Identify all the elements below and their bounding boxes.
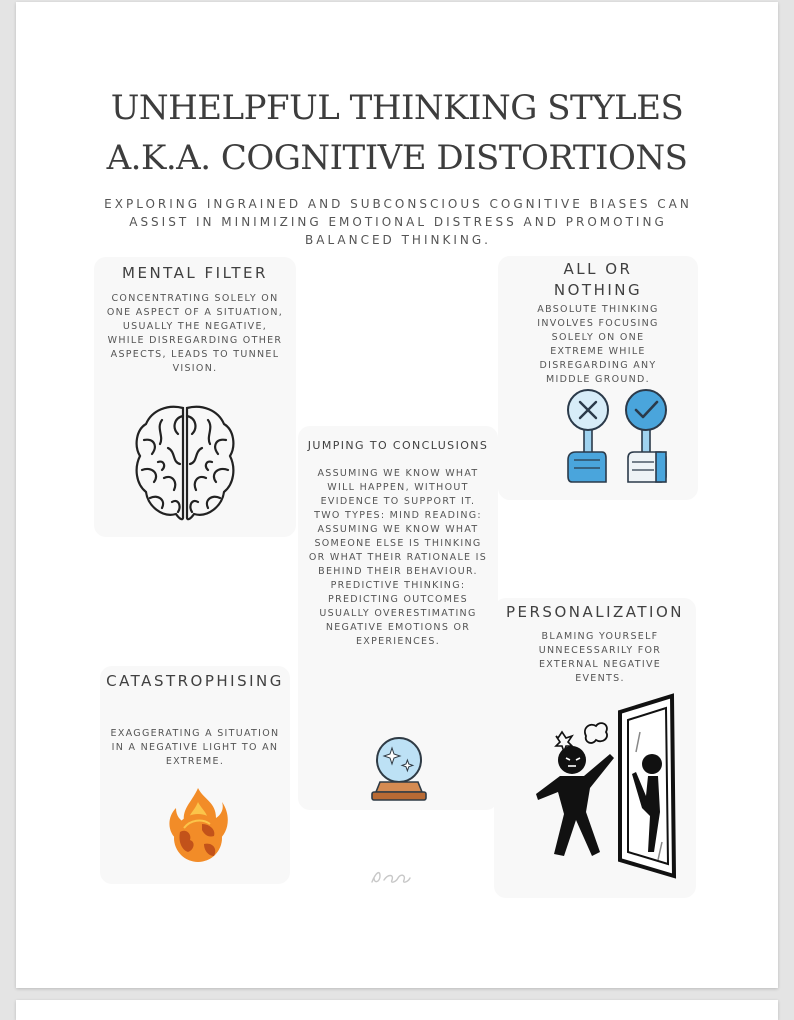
card-heading-mental-filter: MENTAL FILTER — [122, 264, 268, 282]
card-body-all-or-nothing: ABSOLUTE THINKING INVOLVES FOCUSING SOLELY ON ONE EXTREME WHILE DISREGARDING ANY MIDDLE GROUND. — [537, 304, 659, 385]
card-body-jumping-to-conclusions: ASSUMING WE KNOW WHAT WILL HAPPEN, WITHOUT EVIDENCE TO SUPPORT IT. TWO TYPES: MIND READING: ASSUMING WE KNOW WHAT SOMEONE ELSE IS THINKING OR WHAT THEIR RATIONALE IS BEHIND THEIR BEHAVIOUR. PREDICTIVE THINKING: PREDICTING OUTCOMES USUALLY OVERESTIMATING NEGATIVE EMOTIONS OR EXPERIENCES. — [308, 468, 488, 647]
card-heading-jumping-to-conclusions: JUMPING TO CONCLUSIONS — [307, 439, 489, 452]
card-body-mental-filter: CONCENTRATING SOLELY ON ONE ASPECT OF A SITUATION, USUALLY THE NEGATIVE, WHILE DISREGARDING OTHER ASPECTS, LEADS TO TUNNEL VISION. — [106, 293, 284, 374]
crystal-ball-icon — [368, 734, 430, 802]
card-heading-personalization: PERSONALIZATION — [505, 603, 685, 621]
angry-person-mirror-icon — [524, 692, 680, 880]
signature-logo-icon — [366, 866, 414, 888]
cross-and-check-signs-icon — [562, 388, 674, 488]
page-title-line-2: A.K.A. COGNITIVE DISTORTIONS — [106, 138, 688, 178]
card-body-personalization: BLAMING YOURSELF UNNECESSARILY FOR EXTERNAL NEGATIVE EVENTS. — [538, 631, 662, 684]
page-title-line-1: UNHELPFUL THINKING STYLES — [110, 88, 684, 128]
brain-icon — [132, 402, 238, 526]
card-body-catastrophising: EXAGGERATING A SITUATION IN A NEGATIVE LIGHT TO AN EXTREME. — [110, 728, 280, 767]
card-heading-catastrophising: CATASTROPHISING — [106, 672, 284, 690]
next-page-edge — [16, 1000, 778, 1020]
intro-text: EXPLORING INGRAINED AND SUBCONSCIOUS COGNITIVE BIASES CAN ASSIST IN MINIMIZING EMOTIONAL DISTRESS AND PROMOTING BALANCED THINKING. — [104, 197, 692, 247]
card-heading-all-or-nothing: ALL OR NOTHING — [553, 260, 643, 299]
burning-earth-icon — [166, 784, 230, 868]
